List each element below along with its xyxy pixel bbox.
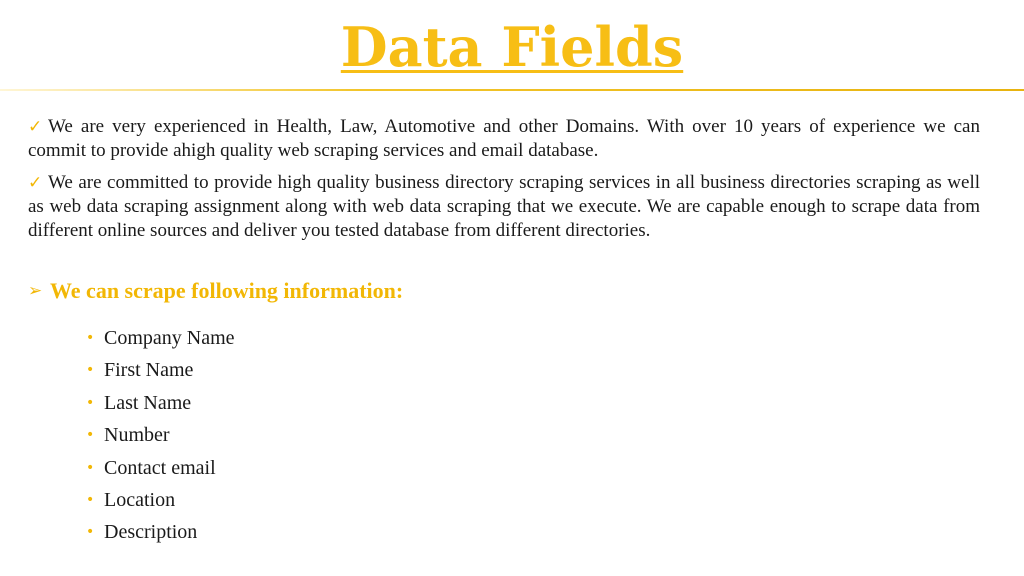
dot-bullet-icon: •: [86, 524, 95, 541]
dot-bullet-icon: •: [86, 459, 95, 476]
subheading-text: We can scrape following information:: [50, 278, 404, 303]
section-subheading: [28, 277, 728, 305]
data-fields-list: [86, 322, 235, 549]
list-item: • Last Name: [86, 387, 235, 419]
dot-bullet-icon: •: [86, 394, 95, 411]
paragraph-text: We are very experienced in Health, Law, Automotive and other Domains. With over 10 years of experience we can commit to provide ahigh quality web scraping services and email database.: [28, 116, 980, 161]
paragraph-text: We are committed to provide high quality business directory scraping services in all business directories scraping as well as web data scraping assignment along with web data scraping that we execute. We are capable enough to scrape data from different online sources and deliver you tested database from different directories.: [28, 172, 980, 241]
page-title-text: Data Fields: [340, 15, 684, 79]
arrow-bullet-icon: ➢: [28, 281, 43, 301]
title-divider: [0, 89, 1024, 91]
list-item: • Company Name: [86, 322, 235, 354]
checkmark-icon: ✓: [28, 173, 43, 193]
list-item: • Location: [86, 484, 235, 516]
dot-bullet-icon: •: [86, 330, 95, 346]
page-title: [0, 12, 1024, 82]
paragraph-commitment: [28, 171, 980, 243]
dot-bullet-icon: •: [86, 491, 95, 508]
dot-bullet-icon: •: [86, 362, 95, 379]
list-item: • Description: [86, 516, 235, 548]
list-item: • First Name: [86, 354, 235, 386]
checkmark-icon: ✓: [28, 117, 43, 137]
dot-bullet-icon: •: [86, 427, 95, 444]
paragraph-experience: [28, 115, 980, 163]
list-item: • Number: [86, 419, 235, 451]
list-item: • Contact email: [86, 452, 235, 484]
